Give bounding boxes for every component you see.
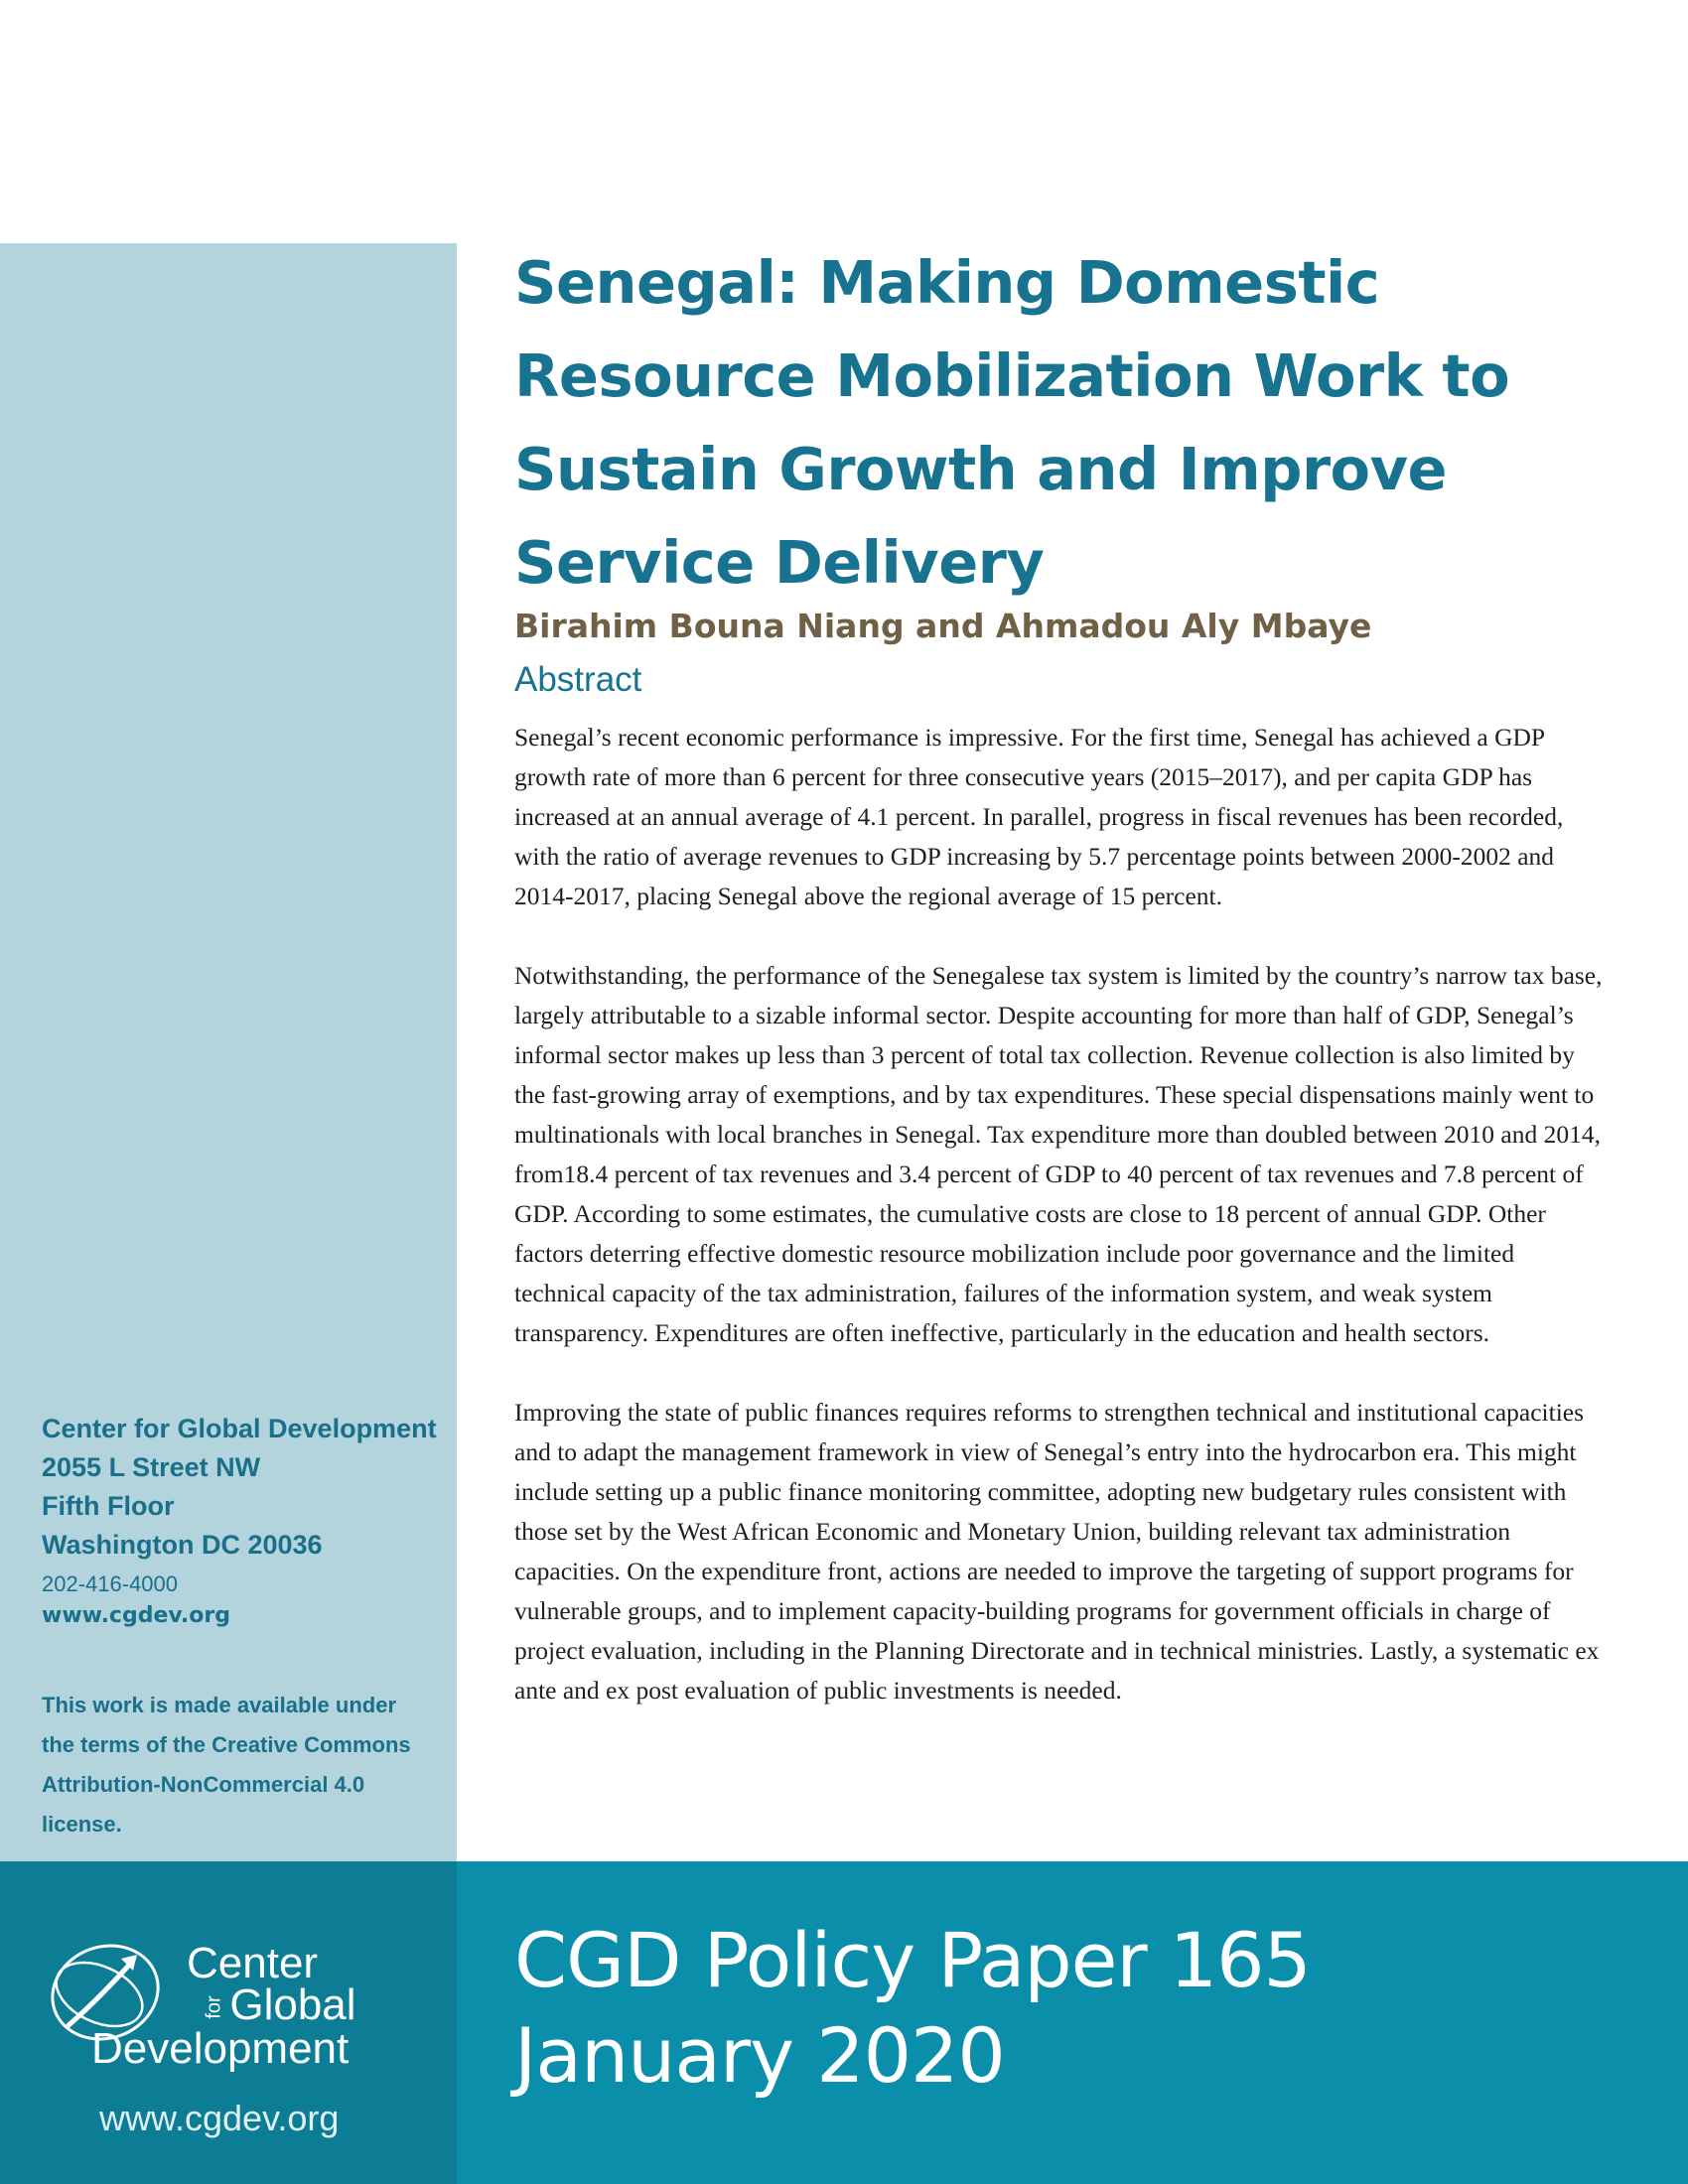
logo-for: for — [203, 1995, 225, 2020]
abstract-paragraph: Notwithstanding, the performance of the Senegalese tax system is limited by the country’s narrow tax base, largely attributable to a sizable informal sector. Despite accounting for more than half of GDP, Senegal’s informal sector makes up less than 3 percent of total tax collection. Revenue collection is also limited by the fast-growing array of exemptions, and by tax expenditures. These special dispensations mainly went to multinationals with local branches in Senegal. Tax expenditure more than doubled between 2010 and 2014, from18.4 percent of tax revenues and 3.4 percent of GDP to 40 percent of tax revenues and 7.8 percent of GDP. According to some estimates, the cumulative costs are close to 18 percent of annual GDP. Other factors deterring effective domestic resource mobilization include poor governance and the limited technical capacity of the tax administration, failures of the information system, and weak system transparency. Expenditures are often ineffective, particularly in the education and health sectors. — [514, 961, 1603, 1347]
paper-title: Senegal: Making Domestic Resource Mobilization Work to Sustain Growth and Improve Service Delivery — [514, 248, 1510, 597]
abstract-body — [514, 718, 1612, 1750]
policy-paper-number: CGD Policy Paper 165 — [514, 1916, 1311, 2004]
contact-city: Washington DC 20036 — [42, 1530, 323, 1560]
logo-url-link[interactable]: www.cgdev.org — [99, 2098, 340, 2138]
contact-block — [42, 1410, 459, 1632]
logo-line-center: Center — [187, 1939, 319, 1987]
contact-street: 2055 L Street NW — [42, 1452, 261, 1482]
logo-line-development: Development — [91, 2024, 350, 2074]
license-notice — [42, 1686, 439, 1844]
footer-banner — [0, 1861, 1688, 2184]
abstract-paragraph: Senegal’s recent economic performance is impressive. For the first time, Senegal has achieved a GDP growth rate of more than 6 percent for three consecutive years (2015–2017), and per capita GDP has increased at an annual average of 4.1 percent. In parallel, progress in fiscal revenues has been recorded, with the ratio of average revenues to GDP increasing by 5.7 percentage points between 2000-2002 and 2014-2017, placing Senegal above the regional average of 15 percent. — [514, 723, 1564, 910]
contact-web-link[interactable]: www.cgdev.org — [42, 1603, 230, 1628]
series-info — [514, 1913, 1311, 2104]
cgd-logo — [0, 1861, 457, 2184]
license-line: This work is made available under — [42, 1693, 397, 1717]
contact-phone: 202-416-4000 — [42, 1571, 179, 1596]
paper-authors: Birahim Bouna Niang and Ahmadou Aly Mbaye — [514, 607, 1372, 645]
publication-date: January 2020 — [514, 2011, 1005, 2100]
license-line: Attribution-NonCommercial 4.0 — [42, 1772, 365, 1797]
abstract-heading: Abstract — [514, 660, 642, 699]
logo-wordmark — [91, 1939, 356, 2074]
logo-line-global — [91, 1980, 356, 2029]
license-line: the terms of the Creative Commons — [42, 1732, 411, 1757]
abstract-paragraph: Improving the state of public finances requires reforms to strengthen technical and institutional capacities and to adapt the management framework in view of Senegal’s entry into the hydrocarbon era. This might include setting up a public finance monitoring committee, adopting new budgetary rules consistent with those set by the West African Economic and Monetary Union, building relevant tax administration capacities. On the expenditure front, actions are needed to improve the targeting of support programs for vulnerable groups, and to implement capacity-building programs for government officials in charge of project evaluation, including in the Planning Directorate and in technical ministries. Lastly, a systematic ex ante and ex post evaluation of public investments is needed. — [514, 1398, 1600, 1705]
contact-org: Center for Global Development — [42, 1414, 437, 1443]
logo-global: Global — [229, 1980, 356, 2029]
license-line: license. — [42, 1812, 122, 1837]
contact-floor: Fifth Floor — [42, 1491, 175, 1521]
